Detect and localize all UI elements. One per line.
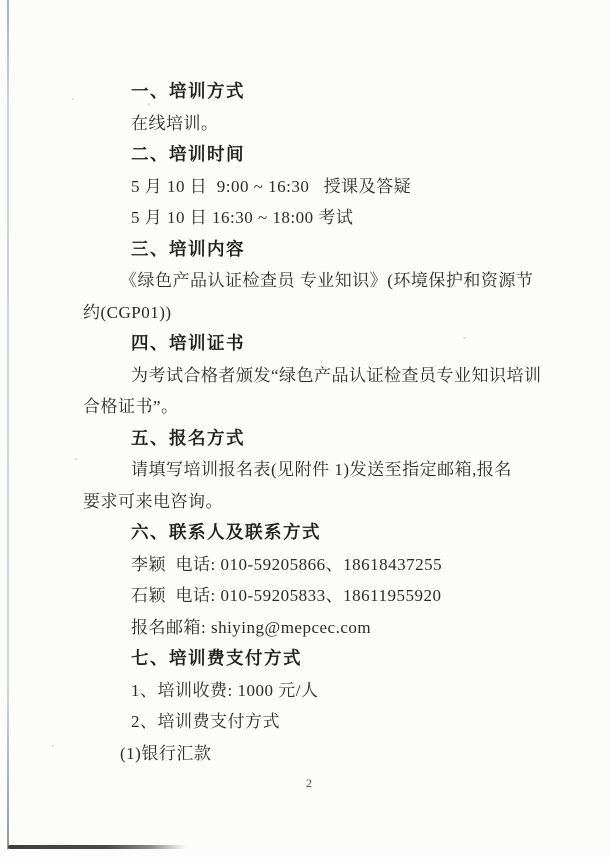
- scan-left-edge-line: [7, 0, 9, 849]
- section-heading-training-time: 二、培训时间: [131, 144, 245, 164]
- scan-speck: [52, 745, 54, 747]
- scan-speck: [75, 458, 77, 460]
- body-line-fee: 1、培训收费: 1000 元/人: [131, 680, 319, 700]
- section-heading-registration: 五、报名方式: [131, 427, 245, 448]
- section-heading-contacts: 六、联系人及联系方式: [131, 522, 321, 542]
- body-line-bank-transfer: (1)银行汇款: [120, 743, 212, 763]
- body-line-registration-wrap: 要求可来电咨询。: [83, 491, 223, 511]
- section-heading-certificate: 四、培训证书: [131, 333, 245, 353]
- body-line-course-title: 《绿色产品认证检查员 专业知识》(环境保护和资源节: [120, 271, 534, 290]
- body-line-online-training: 在线培训。: [131, 113, 219, 133]
- body-line-contact-shiying: 石颖 电话: 010-59205833、18611955920: [131, 586, 442, 605]
- body-line-certificate: 为考试合格者颁发“绿色产品认证检查员专业知识培训: [131, 365, 542, 385]
- body-line-payment-method: 2、培训费支付方式: [131, 712, 280, 731]
- section-heading-training-method: 一、培训方式: [131, 81, 245, 101]
- section-heading-payment: 七、培训费支付方式: [131, 648, 302, 668]
- page-number: 2: [306, 776, 312, 790]
- body-line-registration: 请填写培训报名表(见附件 1)发送至指定邮箱,报名: [131, 460, 512, 479]
- scan-speck: [72, 98, 74, 100]
- body-line-schedule-exam: 5 月 10 日 16:30 ~ 18:00 考试: [131, 208, 354, 227]
- body-line-course-title-wrap: 约(CGP01)): [83, 302, 172, 322]
- body-line-certificate-wrap: 合格证书”。: [83, 397, 179, 416]
- body-line-registration-email: 报名邮箱: shiying@mepcec.com: [131, 617, 372, 637]
- document-body: [83, 76, 545, 769]
- scan-bottom-edge-shadow: [8, 845, 186, 849]
- section-heading-training-content: 三、培训内容: [131, 238, 245, 259]
- body-line-schedule-lecture: 5 月 10 日 9:00 ~ 16:30 授课及答疑: [131, 176, 412, 196]
- body-line-contact-liying: 李颖 电话: 010-59205866、18618437255: [131, 554, 443, 574]
